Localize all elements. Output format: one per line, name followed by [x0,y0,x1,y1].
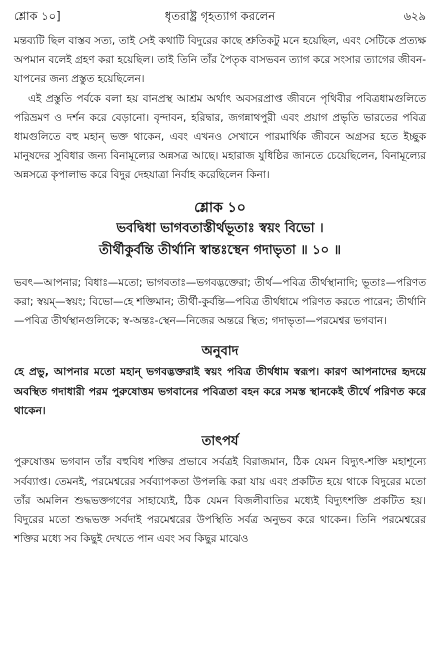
translation-text: হে প্রভু, আপনার মতো মহান্ ভগবদ্ভক্তরাই স্বয়ং পবিত্র তীর্থধাম স্বরূপ। কারণ আপনাদের হৃদয়ে অবস্থিত গদাধারী পরম পুরুষোত্তম ভগবানের পবিত্রতা বহন করে সমস্ত স্থানকেই তীর্থে পরিণত করে থাকেন। [14,366,426,418]
book-page [14,8,426,549]
running-header [14,8,426,28]
header-chapter-title: ধৃতরাষ্ট্র গৃহত্যাগ করলেন [164,9,276,23]
page-number: ৬২৯ [403,9,426,23]
verse-line-2: তীর্থীকুর্বন্তি তীর্থানি স্বান্তঃস্থেন গদাভৃতা ॥ ১০ ॥ [98,242,341,258]
synonyms: ভবৎ—আপনার; বিধাঃ—মতো; ভাগবতাঃ—ভগবদ্ভক্তেরা; তীর্থ—পবিত্র তীর্থস্থানাদি; ভূতাঃ—পরিণত করা; স্বয়ম্—স্বয়ং; বিভো—হে শক্তিমান; তীর্থী-কুর্বন্তি—পবিত্র তীর্থধামে পরিণত করতে পারেন; তীর্থানি—পবিত্র তীর্থস্থানগুলিকে; স্ব-অন্তঃ-স্থেন—নিজের অন্তরে স্থিত; গদাভৃতা—পরমেশ্বর ভগবান। [14,276,426,328]
header-verse-ref: শ্লোক ১০] [14,9,61,23]
translation-heading: অনুবাদ [201,344,239,360]
verse-line-1: ভবদ্বিধা ভাগবতাস্তীর্থভূতাঃ স্বয়ং বিভো । [116,220,324,236]
verse-title: শ্লোক ১০ [194,199,246,216]
purport-heading: তাৎপর্য [201,434,239,450]
paragraph-1: মন্তব্যটি ছিল বাস্তব সত্য, তাই সেই কথাটি বিদুরের কাছে শ্রুতিকটু মনে হয়েছিল, এবং সেটিকে প্রত্যক্ষ অপমান বলেই গ্রহণ করা হয়েছিল। তাই তিনি তাঁর পৈতৃক বাসভবন ত্যাগ করে সংসার ত্যাগের জীবন-যাপনের জন্য প্রস্তুত হয়েছিলেন। [14,35,426,86]
purport-text: পুরুষোত্তম ভগবান তাঁর বহুবিধ শক্তির প্রভাবে সর্বত্রই বিরাজমান, ঠিক যেমন বিদ্যুৎ-শক্তি মহাশূন্যে সর্বব্যাপ্ত। তেমনই, পরমেশ্বরের সর্বব্যাপকতা উপলব্ধি করা যায় এবং প্রকটিত হয়ে থাকে বিদুরের মতো তাঁর অমলিন শুদ্ধভক্তগণের সাহায্যেই, ঠিক যেমন বিজলীবাতির মধ্যেই বিদ্যুৎশক্তি প্রকটিত হয়। বিদুরের মতো শুদ্ধভক্ত সর্বদাই পরমেশ্বরের উপস্থিতি সর্বত্র অনুভব করে থাকেন। তিনি পরমেশ্বরের শক্তির মধ্যে সব কিছুই দেখতে পান এবং সব কিছুর মাঝেও [14,456,426,546]
paragraph-2: এই প্রস্তুতি পর্বকে বলা হয় বানপ্রস্থ আশ্রম অর্থাৎ অবসরপ্রাপ্ত জীবনে পৃথিবীর পবিত্রধামগুলিতে পরিভ্রমণ ও দর্শন করে বেড়ানো। বৃন্দাবন, হরিদ্বার, জগন্নাথপুরী এবং প্রয়াগ প্রভৃতি ভারতের পবিত্র ধামগুলিতে বহু মহান্ ভক্ত থাকেন, এবং এখনও সেখানে পারমার্থিক জীবনে অগ্রসর হতে ইচ্ছুক মানুষদের সুবিধার জন্য বিনামূল্যের অন্নসত্র আছে। মহারাজ যুধিষ্ঠির জানতে চেয়েছিলেন, বিনামূল্যের অন্নসত্রে কৃপালাভ করে বিদুর দেহযাত্রা নির্বাহ করেছিলেন কিনা। [14,92,426,182]
